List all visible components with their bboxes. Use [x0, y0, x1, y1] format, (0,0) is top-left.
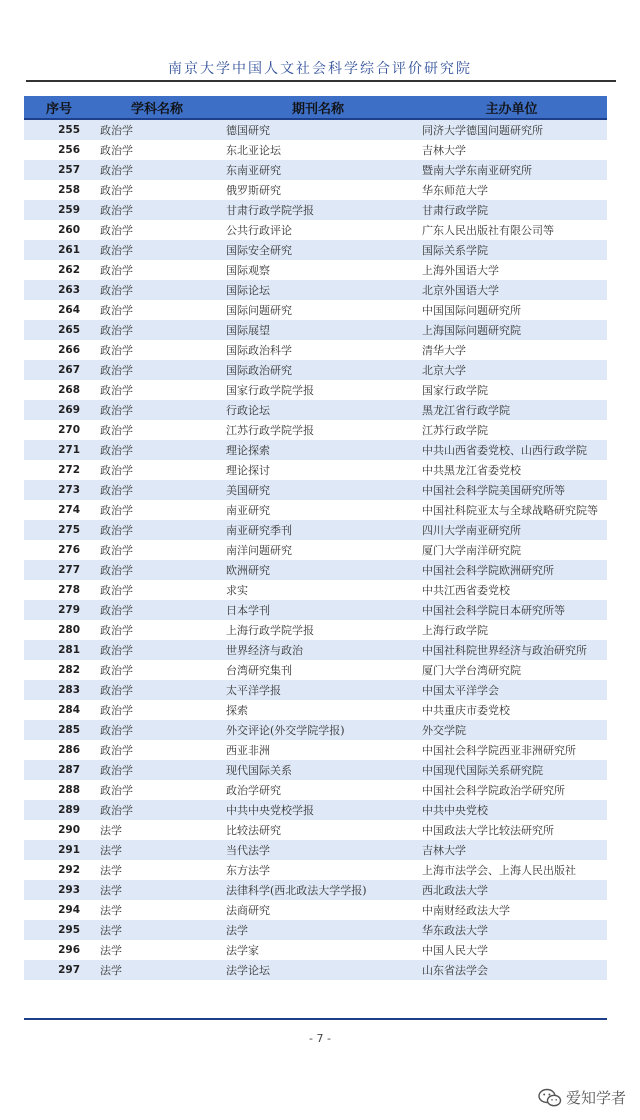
publisher-cell: 黑龙江省行政学院 — [416, 400, 607, 420]
serial-cell: 283 — [24, 680, 94, 700]
subject-cell: 政治学 — [94, 720, 220, 740]
subject-cell: 政治学 — [94, 760, 220, 780]
table-row — [24, 760, 607, 780]
table-row — [24, 660, 607, 680]
journal-name-cell: 国际安全研究 — [220, 240, 416, 260]
table-row — [24, 500, 607, 520]
table-row — [24, 540, 607, 560]
table-row — [24, 400, 607, 420]
journal-name-cell: 江苏行政学院学报 — [220, 420, 416, 440]
publisher-cell: 中国太平洋学会 — [416, 680, 607, 700]
journal-name-cell: 法律科学(西北政法大学学报) — [220, 880, 416, 900]
journal-name-cell: 日本学刊 — [220, 600, 416, 620]
journal-name-cell: 理论探索 — [220, 440, 416, 460]
table-row — [24, 320, 607, 340]
publisher-cell: 上海国际问题研究院 — [416, 320, 607, 340]
subject-cell: 政治学 — [94, 480, 220, 500]
serial-cell: 289 — [24, 800, 94, 820]
journal-name-cell: 国家行政学院学报 — [220, 380, 416, 400]
publisher-cell: 外交学院 — [416, 720, 607, 740]
serial-cell: 269 — [24, 400, 94, 420]
serial-cell: 292 — [24, 860, 94, 880]
subject-cell: 政治学 — [94, 460, 220, 480]
table-row — [24, 840, 607, 860]
column-header-serial: 序号 — [24, 96, 94, 119]
subject-cell: 政治学 — [94, 700, 220, 720]
serial-cell: 261 — [24, 240, 94, 260]
publisher-cell: 吉林大学 — [416, 840, 607, 860]
publisher-cell: 中国政法大学比较法研究所 — [416, 820, 607, 840]
watermark — [538, 1087, 626, 1108]
serial-cell: 256 — [24, 140, 94, 160]
publisher-cell: 江苏行政学院 — [416, 420, 607, 440]
subject-cell: 政治学 — [94, 780, 220, 800]
publisher-cell: 中共中央党校 — [416, 800, 607, 820]
subject-cell: 政治学 — [94, 160, 220, 180]
journal-name-cell: 现代国际关系 — [220, 760, 416, 780]
serial-cell: 281 — [24, 640, 94, 660]
table-row — [24, 480, 607, 500]
journal-name-cell: 俄罗斯研究 — [220, 180, 416, 200]
table-row — [24, 900, 607, 920]
journal-name-cell: 理论探讨 — [220, 460, 416, 480]
subject-cell: 法学 — [94, 840, 220, 860]
serial-cell: 274 — [24, 500, 94, 520]
column-header-journal: 期刊名称 — [220, 96, 416, 119]
journal-name-cell: 甘肃行政学院学报 — [220, 200, 416, 220]
journal-name-cell: 当代法学 — [220, 840, 416, 860]
subject-cell: 政治学 — [94, 260, 220, 280]
table-row — [24, 640, 607, 660]
table-row — [24, 940, 607, 960]
subject-cell: 政治学 — [94, 400, 220, 420]
subject-cell: 政治学 — [94, 360, 220, 380]
publisher-cell: 国际关系学院 — [416, 240, 607, 260]
journal-name-cell: 上海行政学院学报 — [220, 620, 416, 640]
serial-cell: 263 — [24, 280, 94, 300]
table-row — [24, 680, 607, 700]
publisher-cell: 北京外国语大学 — [416, 280, 607, 300]
subject-cell: 政治学 — [94, 500, 220, 520]
subject-cell: 政治学 — [94, 560, 220, 580]
table-bottom-rule — [24, 1018, 607, 1020]
publisher-cell: 甘肃行政学院 — [416, 200, 607, 220]
page-number: - 7 - — [309, 1032, 331, 1045]
serial-cell: 264 — [24, 300, 94, 320]
table-row — [24, 340, 607, 360]
table-row — [24, 200, 607, 220]
table-row — [24, 520, 607, 540]
subject-cell: 法学 — [94, 960, 220, 980]
publisher-cell: 中国社会科学院日本研究所等 — [416, 600, 607, 620]
serial-cell: 270 — [24, 420, 94, 440]
subject-cell: 政治学 — [94, 280, 220, 300]
publisher-cell: 上海行政学院 — [416, 620, 607, 640]
journal-name-cell: 欧洲研究 — [220, 560, 416, 580]
subject-cell: 政治学 — [94, 320, 220, 340]
subject-cell: 政治学 — [94, 580, 220, 600]
table-row — [24, 960, 607, 980]
publisher-cell: 中国人民大学 — [416, 940, 607, 960]
serial-cell: 287 — [24, 760, 94, 780]
table-row — [24, 119, 607, 140]
serial-cell: 285 — [24, 720, 94, 740]
table-header-row — [24, 96, 607, 119]
publisher-cell: 中国社会科学院政治学研究所 — [416, 780, 607, 800]
subject-cell: 法学 — [94, 880, 220, 900]
table-row — [24, 600, 607, 620]
subject-cell: 法学 — [94, 820, 220, 840]
serial-cell: 262 — [24, 260, 94, 280]
journal-name-cell: 求实 — [220, 580, 416, 600]
table-row — [24, 380, 607, 400]
publisher-cell: 中共江西省委党校 — [416, 580, 607, 600]
publisher-cell: 中共黑龙江省委党校 — [416, 460, 607, 480]
journal-name-cell: 西亚非洲 — [220, 740, 416, 760]
publisher-cell: 四川大学南亚研究所 — [416, 520, 607, 540]
serial-cell: 288 — [24, 780, 94, 800]
subject-cell: 政治学 — [94, 420, 220, 440]
publisher-cell: 上海市法学会、上海人民出版社 — [416, 860, 607, 880]
table-body — [24, 119, 607, 980]
journal-name-cell: 探索 — [220, 700, 416, 720]
publisher-cell: 华东师范大学 — [416, 180, 607, 200]
table-row — [24, 220, 607, 240]
publisher-cell: 厦门大学南洋研究院 — [416, 540, 607, 560]
publisher-cell: 中共重庆市委党校 — [416, 700, 607, 720]
publisher-cell: 中国国际问题研究所 — [416, 300, 607, 320]
table-row — [24, 580, 607, 600]
publisher-cell: 上海外国语大学 — [416, 260, 607, 280]
journal-name-cell: 国际政治研究 — [220, 360, 416, 380]
table-row — [24, 740, 607, 760]
table-row — [24, 620, 607, 640]
journal-name-cell: 法学家 — [220, 940, 416, 960]
subject-cell: 政治学 — [94, 660, 220, 680]
table-row — [24, 800, 607, 820]
serial-cell: 294 — [24, 900, 94, 920]
table-row — [24, 700, 607, 720]
publisher-cell: 中国社科院亚太与全球战略研究院等 — [416, 500, 607, 520]
journal-name-cell: 国际展望 — [220, 320, 416, 340]
journal-name-cell: 行政论坛 — [220, 400, 416, 420]
subject-cell: 政治学 — [94, 119, 220, 140]
publisher-cell: 清华大学 — [416, 340, 607, 360]
journal-name-cell: 外交评论(外交学院学报) — [220, 720, 416, 740]
serial-cell: 271 — [24, 440, 94, 460]
journal-name-cell: 比较法研究 — [220, 820, 416, 840]
journal-name-cell: 法商研究 — [220, 900, 416, 920]
subject-cell: 法学 — [94, 940, 220, 960]
watermark-text: 爱知学者 — [565, 1089, 626, 1107]
table-row — [24, 300, 607, 320]
subject-cell: 法学 — [94, 920, 220, 940]
column-header-publisher: 主办单位 — [416, 96, 607, 119]
publisher-cell: 中国社会科学院欧洲研究所 — [416, 560, 607, 580]
journal-name-cell: 世界经济与政治 — [220, 640, 416, 660]
journal-table — [24, 96, 607, 980]
serial-cell: 297 — [24, 960, 94, 980]
publisher-cell: 中南财经政法大学 — [416, 900, 607, 920]
table-row — [24, 240, 607, 260]
subject-cell: 政治学 — [94, 340, 220, 360]
subject-cell: 政治学 — [94, 520, 220, 540]
journal-name-cell: 南亚研究 — [220, 500, 416, 520]
table-row — [24, 160, 607, 180]
table-row — [24, 880, 607, 900]
serial-cell: 259 — [24, 200, 94, 220]
journal-name-cell: 国际问题研究 — [220, 300, 416, 320]
publisher-cell: 暨南大学东南亚研究所 — [416, 160, 607, 180]
journal-name-cell: 公共行政评论 — [220, 220, 416, 240]
publisher-cell: 北京大学 — [416, 360, 607, 380]
serial-cell: 257 — [24, 160, 94, 180]
publisher-cell: 中国现代国际关系研究院 — [416, 760, 607, 780]
publisher-cell: 国家行政学院 — [416, 380, 607, 400]
serial-cell: 275 — [24, 520, 94, 540]
publisher-cell: 中国社科院世界经济与政治研究所 — [416, 640, 607, 660]
serial-cell: 272 — [24, 460, 94, 480]
serial-cell: 280 — [24, 620, 94, 640]
journal-name-cell: 南洋问题研究 — [220, 540, 416, 560]
table-row — [24, 560, 607, 580]
serial-cell: 276 — [24, 540, 94, 560]
serial-cell: 296 — [24, 940, 94, 960]
journal-name-cell: 太平洋学报 — [220, 680, 416, 700]
subject-cell: 政治学 — [94, 800, 220, 820]
table-row — [24, 720, 607, 740]
table-row — [24, 440, 607, 460]
serial-cell: 286 — [24, 740, 94, 760]
subject-cell: 政治学 — [94, 740, 220, 760]
serial-cell: 278 — [24, 580, 94, 600]
publisher-cell: 西北政法大学 — [416, 880, 607, 900]
publisher-cell: 中共山西省委党校、山西行政学院 — [416, 440, 607, 460]
journal-name-cell: 东北亚论坛 — [220, 140, 416, 160]
column-header-subject: 学科名称 — [94, 96, 220, 119]
publisher-cell: 中国社会科学院美国研究所等 — [416, 480, 607, 500]
subject-cell: 法学 — [94, 900, 220, 920]
serial-cell: 290 — [24, 820, 94, 840]
serial-cell: 258 — [24, 180, 94, 200]
journal-name-cell: 东南亚研究 — [220, 160, 416, 180]
subject-cell: 法学 — [94, 860, 220, 880]
table-row — [24, 360, 607, 380]
table-row — [24, 180, 607, 200]
serial-cell: 260 — [24, 220, 94, 240]
serial-cell: 265 — [24, 320, 94, 340]
serial-cell: 295 — [24, 920, 94, 940]
subject-cell: 政治学 — [94, 620, 220, 640]
serial-cell: 277 — [24, 560, 94, 580]
journal-name-cell: 国际论坛 — [220, 280, 416, 300]
journal-name-cell: 国际观察 — [220, 260, 416, 280]
journal-name-cell: 中共中央党校学报 — [220, 800, 416, 820]
table-row — [24, 140, 607, 160]
publisher-cell: 广东人民出版社有限公司等 — [416, 220, 607, 240]
table-row — [24, 780, 607, 800]
serial-cell: 255 — [24, 119, 94, 140]
table-row — [24, 460, 607, 480]
subject-cell: 政治学 — [94, 220, 220, 240]
table-row — [24, 860, 607, 880]
serial-cell: 291 — [24, 840, 94, 860]
serial-cell: 279 — [24, 600, 94, 620]
subject-cell: 政治学 — [94, 180, 220, 200]
publisher-cell: 中国社会科学院西亚非洲研究所 — [416, 740, 607, 760]
subject-cell: 政治学 — [94, 600, 220, 620]
journal-name-cell: 德国研究 — [220, 119, 416, 140]
publisher-cell: 华东政法大学 — [416, 920, 607, 940]
table-row — [24, 280, 607, 300]
page-header-title: 南京大学中国人文社会科学综合评价研究院 — [168, 61, 472, 77]
publisher-cell: 厦门大学台湾研究院 — [416, 660, 607, 680]
journal-name-cell: 法学论坛 — [220, 960, 416, 980]
serial-cell: 293 — [24, 880, 94, 900]
table-row — [24, 420, 607, 440]
serial-cell: 273 — [24, 480, 94, 500]
subject-cell: 政治学 — [94, 440, 220, 460]
subject-cell: 政治学 — [94, 680, 220, 700]
subject-cell: 政治学 — [94, 300, 220, 320]
journal-name-cell: 国际政治科学 — [220, 340, 416, 360]
journal-name-cell: 美国研究 — [220, 480, 416, 500]
publisher-cell: 山东省法学会 — [416, 960, 607, 980]
serial-cell: 282 — [24, 660, 94, 680]
header-divider — [26, 80, 616, 82]
journal-name-cell: 法学 — [220, 920, 416, 940]
subject-cell: 政治学 — [94, 540, 220, 560]
subject-cell: 政治学 — [94, 380, 220, 400]
serial-cell: 266 — [24, 340, 94, 360]
wechat-icon — [538, 1088, 562, 1108]
subject-cell: 政治学 — [94, 640, 220, 660]
journal-name-cell: 南亚研究季刊 — [220, 520, 416, 540]
serial-cell: 268 — [24, 380, 94, 400]
journal-name-cell: 东方法学 — [220, 860, 416, 880]
table-row — [24, 260, 607, 280]
serial-cell: 267 — [24, 360, 94, 380]
serial-cell: 284 — [24, 700, 94, 720]
subject-cell: 政治学 — [94, 240, 220, 260]
subject-cell: 政治学 — [94, 200, 220, 220]
journal-name-cell: 台湾研究集刊 — [220, 660, 416, 680]
subject-cell: 政治学 — [94, 140, 220, 160]
publisher-cell: 吉林大学 — [416, 140, 607, 160]
table-row — [24, 920, 607, 940]
publisher-cell: 同济大学德国问题研究所 — [416, 119, 607, 140]
journal-name-cell: 政治学研究 — [220, 780, 416, 800]
table-row — [24, 820, 607, 840]
